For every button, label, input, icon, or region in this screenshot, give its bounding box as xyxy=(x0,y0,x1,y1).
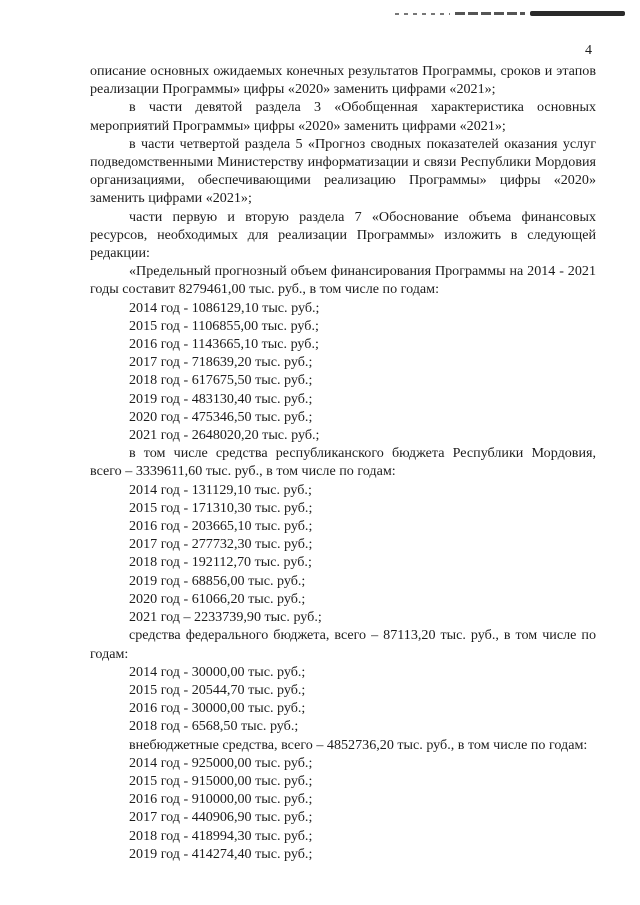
funding-year-line: 2014 год - 131129,10 тыс. руб.; xyxy=(129,481,312,498)
paragraph: средства федерального бюджета, всего – 87113,20 тыс. руб., в том числе по годам: xyxy=(90,627,596,662)
funding-year-line: 2018 год - 6568,50 тыс. руб.; xyxy=(129,718,299,735)
funding-year-line: 2015 год - 171310,30 тыс. руб.; xyxy=(129,499,313,516)
paragraph: в том числе средства республиканского бюджета Республики Мордовия, всего – 3339611,60 тыс. руб., в том числе по годам: xyxy=(90,445,596,480)
funding-year-line: 2015 год - 1106855,00 тыс. руб.; xyxy=(129,317,319,334)
funding-year-line: 2021 год – 2233739,90 тыс. руб.; xyxy=(129,609,322,626)
funding-year-line: 2020 год - 61066,20 тыс. руб.; xyxy=(129,590,306,607)
funding-year-line: 2014 год - 925000,00 тыс. руб.; xyxy=(129,754,313,771)
funding-year-line: 2014 год - 30000,00 тыс. руб.; xyxy=(129,663,306,680)
paragraph: «Предельный прогнозный объем финансирования Программы на 2014 - 2021 годы составит 8279461,00 тыс. руб., в том числе по годам: xyxy=(90,263,596,298)
funding-year-line: 2015 год - 915000,00 тыс. руб.; xyxy=(129,772,313,789)
paragraph: внебюджетные средства, всего – 4852736,20 тыс. руб., в том числе по годам: xyxy=(129,736,588,753)
funding-year-line: 2018 год - 192112,70 тыс. руб.; xyxy=(129,554,312,571)
funding-year-line: 2017 год - 277732,30 тыс. руб.; xyxy=(129,536,313,553)
funding-year-line: 2016 год - 203665,10 тыс. руб.; xyxy=(129,518,313,535)
funding-year-line: 2018 год - 418994,30 тыс. руб.; xyxy=(129,827,313,844)
funding-year-line: 2020 год - 475346,50 тыс. руб.; xyxy=(129,408,313,425)
funding-year-line: 2018 год - 617675,50 тыс. руб.; xyxy=(129,372,313,389)
funding-year-line: 2016 год - 30000,00 тыс. руб.; xyxy=(129,700,306,717)
funding-year-line: 2016 год - 910000,00 тыс. руб.; xyxy=(129,791,313,808)
funding-year-line: 2019 год - 68856,00 тыс. руб.; xyxy=(129,572,306,589)
paragraph: части первую и вторую раздела 7 «Обоснование объема финансовых ресурсов, необходимых для реализации Программы» изложить в следующей редакции: xyxy=(90,208,596,262)
funding-year-line: 2017 год - 718639,20 тыс. руб.; xyxy=(129,354,313,371)
paragraph: в части девятой раздела 3 «Обобщенная характеристика основных мероприятий Программы» цифры «2020» заменить цифрами «2021»; xyxy=(90,99,596,134)
funding-year-line: 2016 год - 1143665,10 тыс. руб.; xyxy=(129,336,319,353)
funding-year-line: 2019 год - 414274,40 тыс. руб.; xyxy=(129,845,313,862)
page-number: 4 xyxy=(585,43,592,58)
funding-year-line: 2019 год - 483130,40 тыс. руб.; xyxy=(129,390,313,407)
paragraph: в части четвертой раздела 5 «Прогноз сводных показателей оказания услуг подведомственными Министерству информатизации и связи Республики Мордовия организациями, обеспечивающими реализацию Программы» цифры «2020» заменить цифрами «2021»; xyxy=(90,135,596,207)
funding-year-line: 2017 год - 440906,90 тыс. руб.; xyxy=(129,809,313,826)
scan-artifact xyxy=(395,10,625,19)
paragraph: описание основных ожидаемых конечных результатов Программы, сроков и этапов реализации Программы» цифры «2020» заменить цифрами «2021»; xyxy=(90,63,596,98)
funding-year-line: 2015 год - 20544,70 тыс. руб.; xyxy=(129,681,306,698)
funding-year-line: 2021 год - 2648020,20 тыс. руб.; xyxy=(129,427,320,444)
funding-year-line: 2014 год - 1086129,10 тыс. руб.; xyxy=(129,299,320,316)
document-body xyxy=(90,62,596,863)
